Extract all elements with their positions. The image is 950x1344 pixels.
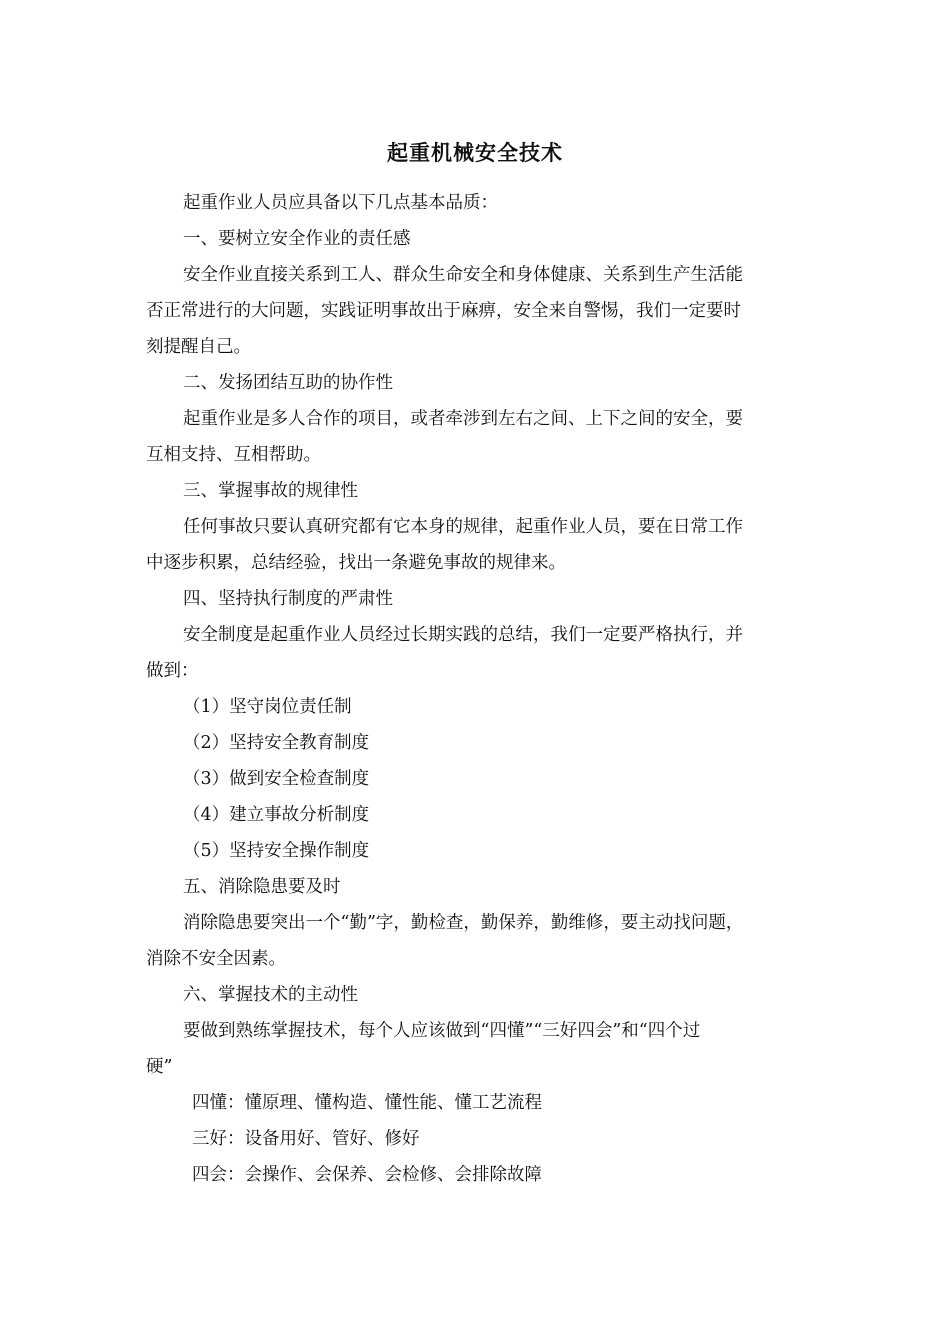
list-item: 三好：设备用好、管好、修好 (192, 1129, 420, 1149)
document-body (146, 185, 826, 1193)
body-line: 要做到熟练掌握技术，每个人应该做到“四懂”“三好四会”和“四个过 (183, 1021, 701, 1041)
body-line: 安全作业直接关系到工人、群众生命安全和身体健康、关系到生产生活能 (183, 265, 743, 285)
body-line: 安全制度是起重作业人员经过长期实践的总结，我们一定要严格执行，并 (183, 625, 743, 645)
body-line: 做到： (146, 661, 199, 681)
section-heading: 二、发扬团结互助的协作性 (183, 373, 393, 393)
list-item: （3）做到安全检查制度 (183, 769, 370, 789)
list-item: （5）坚持安全操作制度 (183, 841, 370, 861)
body-line: 否正常进行的大问题，实践证明事故出于麻痹，安全来自警惕，我们一定要时 (146, 301, 741, 321)
body-line: 互相支持、互相帮助。 (146, 445, 321, 465)
body-line: 消除隐患要突出一个“勤”字，勤检查，勤保养，勤维修，要主动找问题， (183, 913, 744, 933)
intro-line: 起重作业人员应具备以下几点基本品质： (183, 193, 498, 213)
section-heading: 五、消除隐患要及时 (183, 877, 341, 897)
section-heading: 一、要树立安全作业的责任感 (183, 229, 411, 249)
body-line: 硬” (146, 1057, 173, 1077)
body-line: 消除不安全因素。 (146, 949, 286, 969)
list-item: （1）坚守岗位责任制 (183, 697, 352, 717)
section-heading: 六、掌握技术的主动性 (183, 985, 358, 1005)
body-line: 刻提醒自己。 (146, 337, 251, 357)
body-line: 中逐步积累，总结经验，找出一条避免事故的规律来。 (146, 553, 566, 573)
list-item: 四会：会操作、会保养、会检修、会排除故障 (192, 1165, 542, 1185)
body-line: 任何事故只要认真研究都有它本身的规律，起重作业人员，要在日常工作 (183, 517, 743, 537)
body-line: 起重作业是多人合作的项目，或者牵涉到左右之间、上下之间的安全，要 (183, 409, 743, 429)
document-title: 起重机械安全技术 (387, 140, 563, 165)
list-item: （4）建立事故分析制度 (183, 805, 370, 825)
section-heading: 四、坚持执行制度的严肃性 (183, 589, 393, 609)
list-item: 四懂：懂原理、懂构造、懂性能、懂工艺流程 (192, 1093, 542, 1113)
list-item: （2）坚持安全教育制度 (183, 733, 370, 753)
section-heading: 三、掌握事故的规律性 (183, 481, 358, 501)
